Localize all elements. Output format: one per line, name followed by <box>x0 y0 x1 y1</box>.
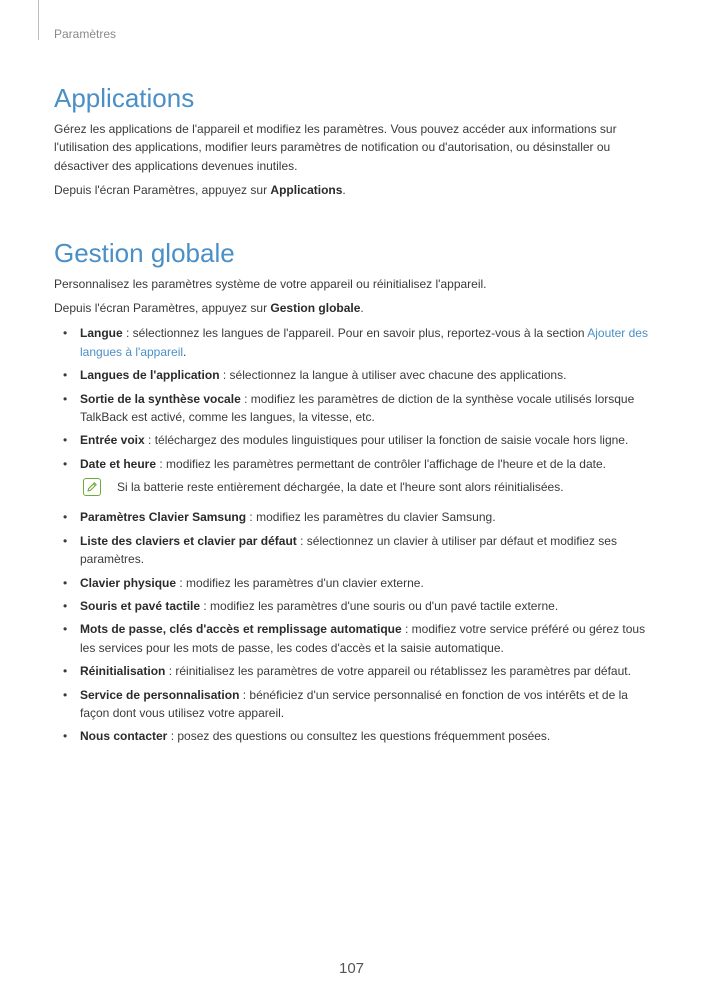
list-item: • Paramètres Clavier Samsung : modifiez les paramètres du clavier Samsung. <box>63 510 496 525</box>
list-item: • Langue : sélectionnez les langues de l'appareil. Pour en savoir plus, reportez-vous à la section Ajouter des langues à l'appareil. <box>63 326 648 359</box>
list-item: • Liste des claviers et clavier par défaut : sélectionnez un clavier à utiliser par défaut et modifiez ses paramètres. <box>63 533 617 567</box>
note-box <box>54 478 654 502</box>
list-item: • Date et heure : modifiez les paramètres permettant de contrôler l'affichage de l'heure et de la date. <box>63 456 606 471</box>
list-item: • Langues de l'application : sélectionnez la langue à utiliser avec chacune des applications. <box>63 368 567 383</box>
gestion-target: Gestion globale <box>270 301 361 316</box>
note-text: Si la batterie reste entièrement déchargée, la date et l'heure sont alors réinitialisées. <box>117 480 564 495</box>
languages-link[interactable]: Ajouter des langues à l'appareil <box>80 326 648 359</box>
list-item: • Sortie de la synthèse vocale : modifiez les paramètres de diction de la synthèse vocale utilisés lorsque TalkBack est activé, comme les langues, la vitesse, etc. <box>63 391 635 425</box>
applications-target: Applications <box>270 183 343 198</box>
applications-instruction: Depuis l'écran Paramètres, appuyez sur Applications. <box>54 183 346 198</box>
pencil-note-icon <box>83 478 101 496</box>
page-content <box>54 82 654 751</box>
applications-description: Gérez les applications de l'appareil et modifiez les paramètres. Vous pouvez accéder aux informations sur l'utilisation des applications, modifier leurs paramètres de notification ou d'autorisation, ou désinstaller ou désactiver des applications devenues inutiles. <box>54 122 617 173</box>
header-rule <box>38 0 39 40</box>
list-item: • Nous contacter : posez des questions ou consultez les questions fréquemment posées. <box>63 729 551 744</box>
gestion-title: Gestion globale <box>54 237 235 268</box>
list-item: • Clavier physique : modifiez les paramètres d'un clavier externe. <box>63 575 424 590</box>
gestion-instruction: Depuis l'écran Paramètres, appuyez sur Gestion globale. <box>54 301 364 316</box>
list-item: • Mots de passe, clés d'accès et remplissage automatique : modifiez votre service préféré ou gérez tous les services pour les mots de passe, les codes d'accès et la saisie automatique. <box>63 622 646 655</box>
gestion-list-2 <box>54 508 654 745</box>
list-item: • Réinitialisation : réinitialisez les paramètres de votre appareil ou rétablissez les paramètres par défaut. <box>63 664 631 679</box>
list-item: • Service de personnalisation : bénéficiez d'un service personnalisé en fonction de vos intérêts et de la façon dont vous utilisez votre appareil. <box>63 687 628 720</box>
applications-title: Applications <box>54 83 195 113</box>
list-item: • Entrée voix : téléchargez des modules linguistiques pour utiliser la fonction de saisie vocale hors ligne. <box>63 433 629 448</box>
gestion-list-1 <box>54 324 654 473</box>
list-item: • Souris et pavé tactile : modifiez les paramètres d'une souris ou d'un pavé tactile externe. <box>63 598 559 613</box>
running-header: Paramètres <box>54 27 117 41</box>
gestion-description: Personnalisez les paramètres système de votre appareil ou réinitialisez l'appareil. <box>54 276 487 291</box>
page-number: 107 <box>338 960 365 977</box>
